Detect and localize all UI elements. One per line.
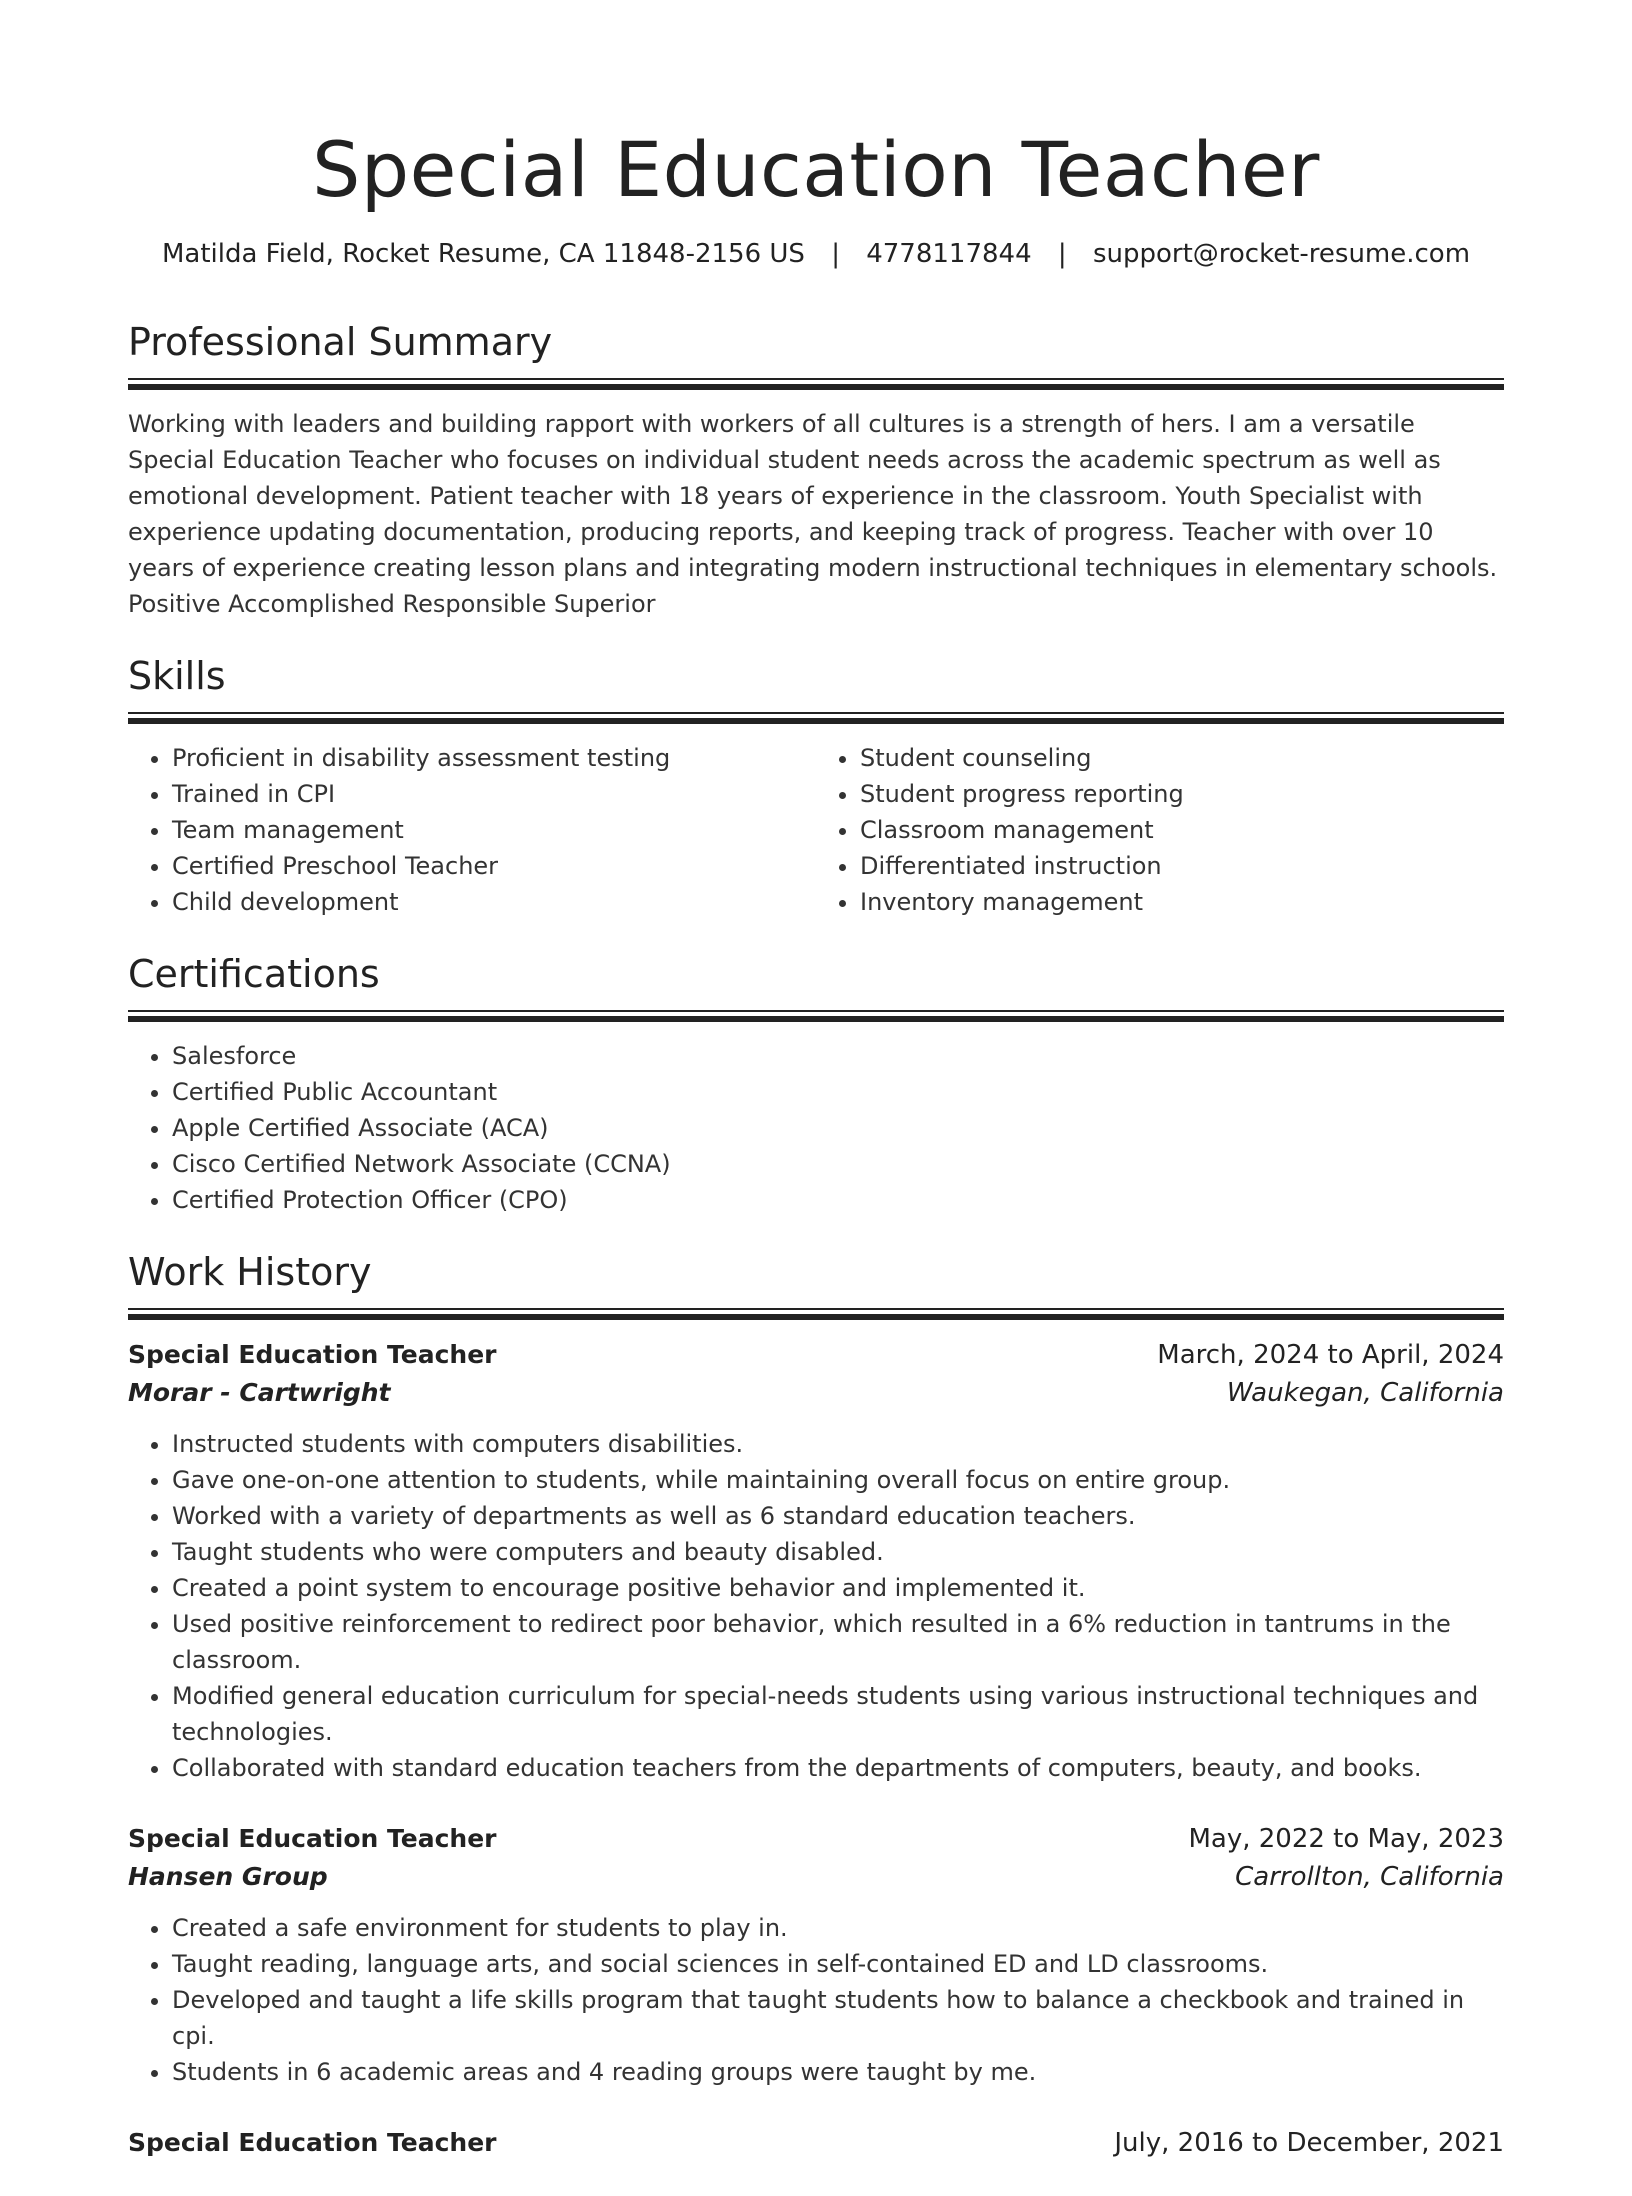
job-dates: May, 2022 to May, 2023 xyxy=(1188,1824,1504,1854)
section-heading-work-history: Work History xyxy=(128,1250,372,1294)
contact-separator: | xyxy=(831,239,840,269)
work-history-section xyxy=(128,1246,1504,2162)
skill-item: • Team management xyxy=(172,812,816,848)
job-dates: July, 2016 to December, 2021 xyxy=(1114,2128,1504,2158)
skills-list-right xyxy=(816,740,1504,920)
job-bullets xyxy=(128,1426,1504,1786)
skill-item: • Certified Preschool Teacher xyxy=(172,848,816,884)
summary-text: Working with leaders and building rapport with workers of all cultures is a strength of hers. I am a versatile Special Education Teacher who focuses on individual student needs across the academic spectrum as well as emotional development. Patient teacher with 18 years of experience in the classroom. Youth Specialist with experience updating documentation, producing reports, and keeping track of progress. Teacher with over 10 years of experience creating lesson plans and integrating modern instructional techniques in elementary schools. Positive Accomplished Responsible Superior xyxy=(128,410,1498,618)
job-bullets xyxy=(128,1910,1504,2090)
certifications-section xyxy=(128,948,1504,1218)
skill-item: • Classroom management xyxy=(860,812,1504,848)
job-bullet: • Gave one-on-one attention to students, while maintaining overall focus on entire group. xyxy=(172,1462,1504,1498)
job-entry xyxy=(128,1820,1504,2090)
job-company-row xyxy=(128,1858,1504,1896)
job-title-row xyxy=(128,1820,1504,1858)
section-divider xyxy=(128,1308,1504,1320)
job-bullet: • Instructed students with computers disabilities. xyxy=(172,1426,1504,1462)
certification-item: • Cisco Certified Network Associate (CCNA) xyxy=(172,1146,1504,1182)
job-title-row xyxy=(128,1336,1504,1374)
section-heading-certifications: Certifications xyxy=(128,952,380,996)
job-bullet: • Used positive reinforcement to redirect poor behavior, which resulted in a 6% reduction in tantrums in the classroom. xyxy=(172,1606,1504,1678)
job-title-row xyxy=(128,2124,1504,2162)
job-dates: March, 2024 to April, 2024 xyxy=(1157,1340,1504,1370)
job-bullet: • Collaborated with standard education teachers from the departments of computers, beauty, and books. xyxy=(172,1750,1504,1786)
job-bullet: • Created a safe environment for students to play in. xyxy=(172,1910,1504,1946)
skills-columns xyxy=(128,740,1504,920)
professional-summary-section xyxy=(128,316,1504,622)
job-title: Special Education Teacher xyxy=(128,1824,497,1853)
section-heading-skills: Skills xyxy=(128,654,226,698)
contact-separator: | xyxy=(1057,239,1067,269)
certification-item: • Certified Public Accountant xyxy=(172,1074,1504,1110)
contact-email: support@rocket-resume.com xyxy=(1092,239,1471,269)
job-title: Special Education Teacher xyxy=(128,1340,497,1369)
job-bullet: • Developed and taught a life skills program that taught students how to balance a checkbook and trained in cpi. xyxy=(172,1982,1504,2054)
contact-line xyxy=(128,236,1504,272)
job-bullet: • Taught students who were computers and beauty disabled. xyxy=(172,1534,1504,1570)
section-divider xyxy=(128,378,1504,390)
certification-item: • Apple Certified Associate (ACA) xyxy=(172,1110,1504,1146)
job-bullet: • Created a point system to encourage positive behavior and implemented it. xyxy=(172,1570,1504,1606)
skills-section xyxy=(128,650,1504,920)
skill-item: • Proficient in disability assessment testing xyxy=(172,740,816,776)
resume-title: Special Education Teacher xyxy=(312,125,1320,214)
skill-item: • Trained in CPI xyxy=(172,776,816,812)
certification-item: • Salesforce xyxy=(172,1038,1504,1074)
job-entry xyxy=(128,1336,1504,1786)
section-divider xyxy=(128,1010,1504,1022)
job-company: Hansen Group xyxy=(128,1862,328,1891)
contact-address: Matilda Field, Rocket Resume, CA 11848-2156 US xyxy=(161,239,805,269)
skill-item: • Student progress reporting xyxy=(860,776,1504,812)
skills-list-left xyxy=(128,740,816,920)
job-company-row xyxy=(128,1374,1504,1412)
skill-item: • Student counseling xyxy=(860,740,1504,776)
skill-item: • Inventory management xyxy=(860,884,1504,920)
job-bullet: • Students in 6 academic areas and 4 reading groups were taught by me. xyxy=(172,2054,1504,2090)
job-entry xyxy=(128,2124,1504,2162)
job-location: Waukegan, California xyxy=(1226,1378,1504,1408)
skill-item: • Differentiated instruction xyxy=(860,848,1504,884)
job-company: Morar - Cartwright xyxy=(128,1378,391,1407)
skill-item: • Child development xyxy=(172,884,816,920)
job-bullet: • Worked with a variety of departments as well as 6 standard education teachers. xyxy=(172,1498,1504,1534)
job-location: Carrollton, California xyxy=(1235,1862,1504,1892)
resume-page xyxy=(128,0,1504,2196)
section-heading-summary: Professional Summary xyxy=(128,320,553,364)
certifications-list xyxy=(128,1038,1504,1218)
job-bullet: • Taught reading, language arts, and social sciences in self-contained ED and LD classrooms. xyxy=(172,1946,1504,1982)
contact-phone: 4778117844 xyxy=(866,239,1032,269)
section-divider xyxy=(128,712,1504,724)
job-bullet: • Modified general education curriculum for special-needs students using various instructional techniques and technologies. xyxy=(172,1678,1504,1750)
job-title: Special Education Teacher xyxy=(128,2128,497,2157)
certification-item: • Certified Protection Officer (CPO) xyxy=(172,1182,1504,1218)
